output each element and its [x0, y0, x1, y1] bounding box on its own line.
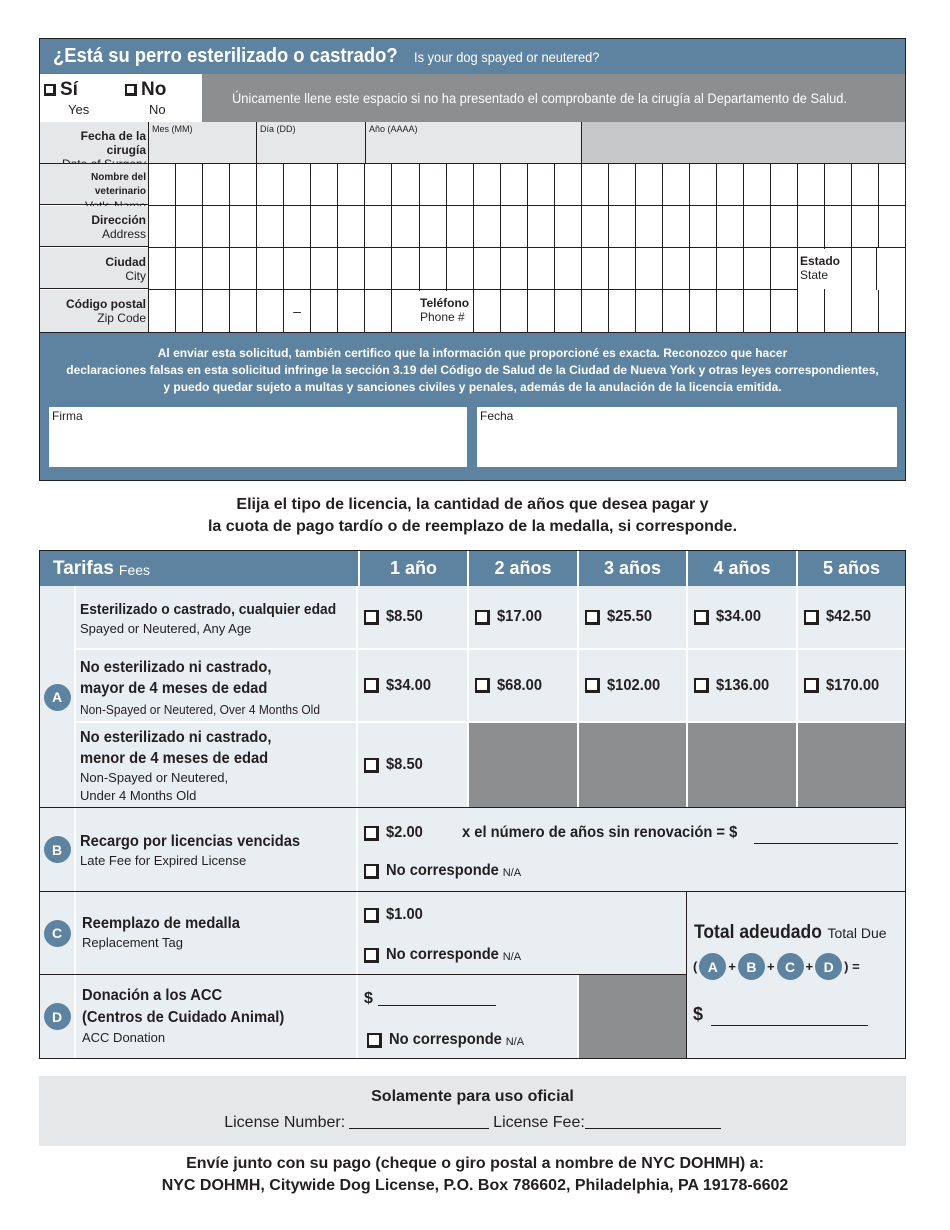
- cell-divider: [527, 164, 528, 206]
- address-label: Dirección: [91, 213, 146, 227]
- phone-label-cell: [418, 291, 471, 332]
- cell-divider: [500, 164, 501, 206]
- day-label: Día (DD): [260, 124, 296, 134]
- donation-amount-field[interactable]: [364, 987, 504, 1011]
- cell-divider: [581, 248, 582, 290]
- cell-divider: [310, 164, 311, 206]
- section-c-badge: C: [44, 920, 71, 947]
- day-field[interactable]: [256, 122, 365, 163]
- tag-price: $1.00: [386, 906, 423, 923]
- cell-divider: [229, 206, 230, 248]
- cell-divider: [202, 206, 203, 248]
- cell-divider: [446, 164, 447, 206]
- section-b-letter-cell: [40, 808, 74, 891]
- cell-divider: [689, 164, 690, 206]
- date-label: Fecha de la cirugía: [80, 129, 146, 157]
- instructions-line-1: Elija el tipo de licencia, la cantidad de años que desea pagar y: [236, 496, 709, 513]
- price-value: $68.00: [497, 676, 543, 694]
- cell-divider: [283, 206, 284, 248]
- cell-divider: [500, 290, 501, 332]
- cell-divider: [364, 290, 365, 332]
- cell-divider: [419, 206, 420, 248]
- cell-divider: [716, 164, 717, 206]
- surgery-note-bar: [202, 74, 905, 122]
- year-header-5: 5 años: [796, 551, 905, 586]
- price-checkbox[interactable]: [475, 610, 490, 625]
- fees-title-en: Fees: [118, 562, 151, 578]
- license-number-label: License Number:: [224, 1114, 346, 1131]
- price-value: $8.50: [386, 608, 423, 625]
- fees-header: [40, 551, 905, 586]
- formula-b: B: [738, 953, 765, 980]
- cell-divider: [716, 206, 717, 248]
- tag-label: Reemplazo de medalla: [82, 915, 240, 932]
- total-due-label-en: Total Due: [827, 925, 887, 941]
- price-over4-4yr[interactable]: [688, 650, 796, 721]
- certification-block: [40, 332, 905, 480]
- col-divider: [686, 586, 688, 807]
- phone-label: Teléfono: [420, 296, 470, 310]
- cell-divider: [770, 248, 771, 290]
- cell-divider: [256, 206, 257, 248]
- year-header-1: 1 año: [358, 551, 467, 586]
- late-fee-label-en: Late Fee for Expired License: [80, 853, 247, 868]
- license-number-line[interactable]: [349, 1128, 489, 1129]
- cell-divider: [310, 248, 311, 290]
- cell-divider: [581, 290, 582, 332]
- unavailable-cell: [579, 723, 686, 807]
- price-spayed-1yr[interactable]: [358, 586, 467, 648]
- price-over4-1yr[interactable]: [358, 650, 467, 721]
- cell-divider: [608, 206, 609, 248]
- cell-divider: [148, 164, 149, 206]
- price-checkbox[interactable]: [585, 610, 600, 625]
- cell-divider: [905, 164, 906, 206]
- unavailable-cell: [688, 723, 796, 807]
- late-fee-na-checkbox[interactable]: [364, 864, 379, 879]
- cell-divider: [202, 290, 203, 332]
- cell-divider: [554, 290, 555, 332]
- tag-checkbox[interactable]: [364, 908, 379, 923]
- donation-dollar: $: [364, 990, 373, 1007]
- price-value: $170.00: [826, 676, 880, 694]
- cell-divider: [473, 248, 474, 290]
- cell-divider: [608, 248, 609, 290]
- spay-title-en: Is your dog spayed or neutered?: [413, 48, 600, 65]
- price-value: $136.00: [716, 676, 770, 694]
- late-fee-na-option[interactable]: [364, 859, 664, 883]
- cell-divider: [364, 248, 365, 290]
- cell-divider: [743, 248, 744, 290]
- price-checkbox[interactable]: [585, 678, 600, 693]
- fee-row-1-label: Esterilizado o castrado, cualquier edad: [80, 601, 337, 618]
- fee-row-2-label-2: mayor de 4 meses de edad: [80, 680, 268, 697]
- formula-plus: +: [766, 959, 775, 974]
- cell-divider: [446, 248, 447, 290]
- fee-row-spayed: [76, 586, 356, 649]
- cell-divider: [635, 164, 636, 206]
- formula-a: A: [699, 953, 726, 980]
- cell-divider: [283, 248, 284, 290]
- cell-divider: [851, 164, 852, 206]
- license-fee-label: License Fee:: [493, 1114, 585, 1131]
- address-label-cell: [40, 206, 148, 247]
- cell-divider: [878, 164, 879, 206]
- price-checkbox[interactable]: [475, 678, 490, 693]
- cell-divider: [797, 164, 798, 206]
- cell-divider: [689, 290, 690, 332]
- cell-divider: [716, 248, 717, 290]
- cell-divider: [716, 290, 717, 332]
- no-checkbox[interactable]: [125, 84, 137, 96]
- cell-divider: [229, 164, 230, 206]
- cell-divider: [635, 290, 636, 332]
- license-fee-line[interactable]: [585, 1128, 721, 1129]
- cell-divider: [256, 248, 257, 290]
- fee-row-unspayed-under4: [76, 723, 356, 807]
- price-value: $8.50: [386, 756, 423, 773]
- cell-divider: [527, 248, 528, 290]
- formula-c: C: [777, 953, 804, 980]
- cell-divider: [148, 248, 149, 290]
- price-over4-2yr[interactable]: [469, 650, 577, 721]
- phone-label-en: Phone #: [420, 310, 465, 324]
- mailing-line-2: NYC DOHMH, Citywide Dog License, P.O. Box 786602, Philadelphia, PA 19178-6602: [161, 1177, 789, 1194]
- cell-divider: [283, 164, 284, 206]
- year-field[interactable]: [365, 122, 582, 163]
- late-fee-multiplier: x el número de años sin renovación = $: [462, 824, 738, 841]
- cell-divider: [202, 164, 203, 206]
- section-d-letter-cell: [40, 975, 74, 1058]
- price-checkbox[interactable]: [364, 678, 379, 693]
- cell-divider: [391, 248, 392, 290]
- donation-label-en: ACC Donation: [82, 1030, 166, 1045]
- state-label: Estado: [800, 254, 841, 268]
- cell-divider: [554, 206, 555, 248]
- cell-divider: [175, 206, 176, 248]
- official-use-fields: [39, 1114, 906, 1132]
- zip-label-en: Zip Code: [97, 311, 146, 325]
- price-spayed-5yr[interactable]: [798, 586, 905, 648]
- cell-divider: [148, 206, 149, 248]
- price-spayed-4yr[interactable]: [688, 586, 796, 648]
- year-header-4: 4 años: [686, 551, 796, 586]
- late-fee-na-label-en: N/A: [502, 866, 522, 879]
- yes-label: Sí: [60, 79, 78, 100]
- month-label: Mes (MM): [152, 124, 193, 134]
- cell-divider: [364, 164, 365, 206]
- total-due-label: Total adeudado: [694, 922, 822, 943]
- cell-divider: [310, 206, 311, 248]
- date-row: [40, 122, 905, 164]
- cell-divider: [310, 290, 311, 332]
- section-d-badge: D: [44, 1003, 71, 1030]
- fees-title: Tarifas: [53, 557, 114, 579]
- total-due-dollar: $: [693, 1004, 704, 1024]
- cell-divider: [391, 164, 392, 206]
- cell-divider: [229, 248, 230, 290]
- price-value: $25.50: [607, 608, 653, 625]
- cell-divider: [581, 206, 582, 248]
- cell-divider: [419, 164, 420, 206]
- price-value: $34.00: [716, 608, 762, 625]
- tag-label-en: Replacement Tag: [82, 935, 183, 950]
- year-header-3: 3 años: [577, 551, 686, 586]
- donation-na-checkbox[interactable]: [367, 1033, 382, 1048]
- price-over4-5yr[interactable]: [798, 650, 905, 721]
- formula-close: ) =: [844, 959, 860, 974]
- price-spayed-2yr[interactable]: [469, 586, 577, 648]
- certification-line-1: Al enviar esta solicitud, también certifico que la información que proporcioné es exacta. Reconozco que hacer: [157, 346, 788, 360]
- fee-row-3-label-en: Non-Spayed or Neutered,: [80, 770, 229, 785]
- date-filler: [582, 122, 905, 163]
- cell-divider: [229, 290, 230, 332]
- instructions-line-2: la cuota de pago tardío o de reemplazo de la medalla, si corresponde.: [207, 518, 738, 535]
- cell-divider: [635, 206, 636, 248]
- total-due-formula: [693, 953, 860, 980]
- col-divider: [467, 586, 469, 807]
- zip-label-cell: [40, 290, 148, 332]
- yes-label-en: Yes: [68, 102, 90, 117]
- date-label-cell: [40, 122, 148, 163]
- zip-dash: –: [284, 291, 310, 332]
- unavailable-cell: [469, 723, 577, 807]
- cell-divider: [473, 290, 474, 332]
- tag-option[interactable]: [364, 903, 564, 927]
- formula-plus: +: [805, 959, 814, 974]
- cell-divider: [337, 290, 338, 332]
- donation-amount-line[interactable]: [378, 1005, 496, 1006]
- cell-divider: [770, 206, 771, 248]
- late-fee-label-cell: [76, 808, 356, 891]
- total-due-title: [694, 922, 887, 944]
- cell-divider: [391, 290, 392, 332]
- total-due-amount[interactable]: [693, 1004, 703, 1025]
- no-option[interactable]: [125, 79, 195, 117]
- cell-divider: [202, 248, 203, 290]
- donation-label: Donación a los ACC: [82, 987, 223, 1004]
- cell-divider: [635, 248, 636, 290]
- cell-divider: [473, 206, 474, 248]
- cell-divider: [419, 248, 420, 290]
- cell-divider: [175, 248, 176, 290]
- late-fee-checkbox[interactable]: [364, 826, 379, 841]
- cell-divider: [554, 164, 555, 206]
- state-input[interactable]: [852, 249, 905, 289]
- price-checkbox[interactable]: [364, 758, 379, 773]
- cell-divider: [878, 290, 879, 332]
- vet-label: Nombre del veterinario: [90, 172, 146, 197]
- cell-divider: [554, 248, 555, 290]
- donation-filler: [579, 975, 686, 1058]
- cell-divider: [500, 206, 501, 248]
- fee-row-1-label-en: Spayed or Neutered, Any Age: [80, 621, 252, 636]
- no-label-en: No: [149, 102, 166, 117]
- price-over4-3yr[interactable]: [579, 650, 686, 721]
- tag-na-checkbox[interactable]: [364, 948, 379, 963]
- tag-na-label-en: N/A: [502, 950, 522, 963]
- late-fee-price: $2.00: [386, 824, 423, 841]
- late-fee-label: Recargo por licencias vencidas: [80, 833, 301, 850]
- formula-plus: +: [728, 959, 736, 974]
- fees-table: [39, 550, 906, 1059]
- cell-divider: [689, 248, 690, 290]
- price-checkbox[interactable]: [804, 678, 819, 693]
- cell-divider: [662, 164, 663, 206]
- cell-divider: [337, 164, 338, 206]
- fee-row-3-label: No esterilizado ni castrado,: [80, 729, 272, 746]
- cell-divider: [500, 248, 501, 290]
- fee-row-3-label-en-2: Under 4 Months Old: [80, 788, 197, 803]
- spay-header: [40, 39, 905, 74]
- price-value: $34.00: [386, 676, 432, 694]
- month-field[interactable]: [148, 122, 256, 163]
- late-fee-option[interactable]: [364, 821, 904, 845]
- price-checkbox[interactable]: [694, 610, 709, 625]
- cell-divider: [824, 164, 825, 206]
- cell-divider: [473, 164, 474, 206]
- tag-label-cell: [76, 892, 356, 974]
- col-divider: [796, 586, 798, 807]
- certification-text: [40, 333, 905, 396]
- section-c-letter-cell: [40, 892, 74, 974]
- state-label-cell: [798, 249, 851, 289]
- city-label-en: City: [125, 269, 146, 283]
- price-spayed-3yr[interactable]: [579, 586, 686, 648]
- donation-na-label: No corresponde: [389, 1031, 502, 1048]
- year-header-2: 2 años: [467, 551, 577, 586]
- cell-divider: [824, 206, 825, 248]
- cell-divider: [446, 206, 447, 248]
- cell-divider: [743, 164, 744, 206]
- formula-d: D: [815, 953, 842, 980]
- price-checkbox[interactable]: [804, 610, 819, 625]
- vet-label-cell: [40, 164, 148, 205]
- spay-title: ¿Está su perro esterilizado o castrado?: [53, 45, 398, 67]
- cell-divider: [391, 206, 392, 248]
- section-b-badge: B: [44, 836, 71, 863]
- unavailable-cell: [798, 723, 905, 807]
- official-use-title: Solamente para uso oficial: [371, 1088, 574, 1105]
- cell-divider: [905, 290, 906, 332]
- cell-divider: [743, 206, 744, 248]
- city-label: Ciudad: [105, 255, 146, 269]
- cell-divider: [608, 290, 609, 332]
- section-a-badge: A: [44, 684, 71, 711]
- fee-row-3-label-2: menor de 4 meses de edad: [80, 750, 269, 767]
- fees-title-cell: [53, 551, 150, 586]
- cell-divider: [527, 290, 528, 332]
- total-due-panel: [686, 892, 905, 1058]
- year-label: Año (AAAA): [369, 124, 418, 134]
- cell-divider: [878, 206, 879, 248]
- cell-divider: [175, 164, 176, 206]
- fee-row-2-label-en: Non-Spayed or Neutered, Over 4 Months Old: [80, 702, 320, 717]
- col-divider: [577, 586, 579, 807]
- signature-date-field[interactable]: [477, 407, 897, 467]
- yes-option[interactable]: [44, 79, 104, 117]
- donation-na-label-en: N/A: [505, 1035, 525, 1048]
- cell-divider: [527, 206, 528, 248]
- price-under4-1yr[interactable]: [358, 723, 467, 807]
- cell-divider: [662, 290, 663, 332]
- cell-divider: [662, 248, 663, 290]
- official-use-box: [39, 1076, 906, 1146]
- cell-divider: [175, 290, 176, 332]
- cell-divider: [824, 290, 825, 332]
- cell-divider: [337, 206, 338, 248]
- signature-date-label: Fecha: [480, 409, 514, 423]
- signature-field[interactable]: [49, 407, 467, 467]
- city-label-cell: [40, 248, 148, 289]
- late-fee-amount-line[interactable]: [754, 843, 898, 844]
- price-value: $17.00: [497, 608, 543, 625]
- cell-divider: [851, 290, 852, 332]
- mailing-line-1: Envíe junto con su pago (cheque o giro postal a nombre de NYC DOHMH) a:: [186, 1155, 764, 1172]
- donation-label-2: (Centros de Cuidado Animal): [82, 1009, 285, 1026]
- price-value: $42.50: [826, 608, 872, 625]
- state-label-en: State: [800, 268, 829, 282]
- certification-line-3: y puedo quedar sujeto a multas y sanciones civiles y penales, además de la anulación de la licencia emitida.: [163, 380, 782, 394]
- tag-na-label: No corresponde: [386, 946, 499, 963]
- address-label-en: Address: [101, 227, 146, 241]
- no-label: No: [141, 79, 167, 100]
- cell-divider: [337, 248, 338, 290]
- cell-divider: [851, 206, 852, 248]
- formula-open: (: [693, 959, 698, 974]
- cell-divider: [743, 290, 744, 332]
- cell-divider: [608, 164, 609, 206]
- signature-label: Firma: [52, 409, 83, 423]
- cell-divider: [256, 164, 257, 206]
- tag-na-option[interactable]: [364, 943, 664, 967]
- donation-label-cell: [76, 975, 356, 1058]
- cell-divider: [256, 290, 257, 332]
- mailing-instructions: [0, 1153, 950, 1197]
- fee-row-2-label: No esterilizado ni castrado,: [80, 659, 272, 676]
- license-instructions: [0, 494, 945, 538]
- total-due-line[interactable]: [711, 1025, 868, 1026]
- vet-info-grid: [40, 164, 905, 332]
- cell-divider: [905, 206, 906, 248]
- price-value: $102.00: [607, 676, 661, 694]
- cell-divider: [770, 164, 771, 206]
- cell-divider: [662, 206, 663, 248]
- price-checkbox[interactable]: [694, 678, 709, 693]
- yes-checkbox[interactable]: [44, 84, 56, 96]
- certification-line-2: declaraciones falsas en esta solicitud infringe la sección 3.19 del Código de Salud de la Ciudad de Nueva York y otras leyes correspondientes,: [66, 363, 879, 377]
- cell-divider: [364, 206, 365, 248]
- section-a-letter-cell: [40, 586, 74, 808]
- cell-divider: [797, 206, 798, 248]
- cell-divider: [797, 290, 798, 332]
- cell-divider: [581, 164, 582, 206]
- fee-row-unspayed-over4: [76, 651, 356, 721]
- price-checkbox[interactable]: [364, 610, 379, 625]
- zip-label: Código postal: [66, 297, 146, 311]
- yes-no-row: [40, 74, 202, 122]
- cell-divider: [148, 290, 149, 332]
- cell-divider: [689, 206, 690, 248]
- surgery-note: Únicamente llene este espacio si no ha presentado el comprobante de la cirugía al Departamento de Salud.: [232, 90, 848, 106]
- spay-section: [39, 38, 906, 481]
- col-divider: [577, 975, 579, 1058]
- late-fee-na-label: No corresponde: [386, 862, 499, 879]
- cell-divider: [770, 290, 771, 332]
